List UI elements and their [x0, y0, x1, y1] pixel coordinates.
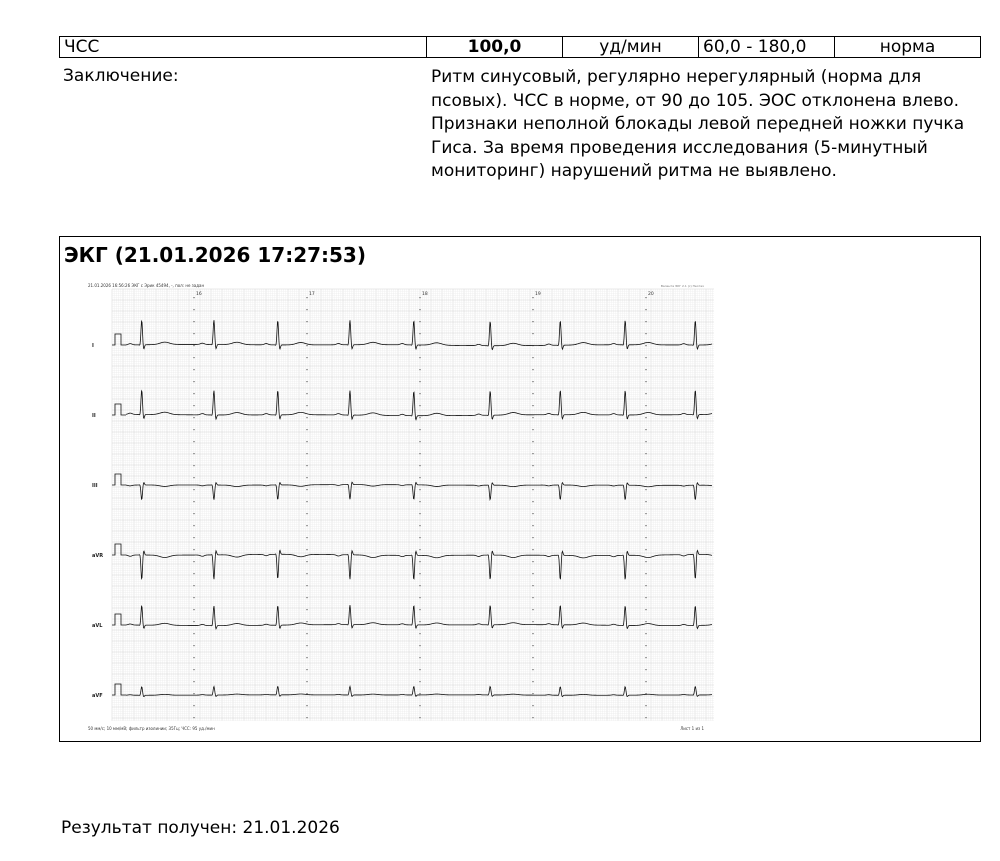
second-mark-dot [532, 321, 533, 322]
second-mark-dot [645, 645, 646, 646]
conclusion-label: Заключение: [63, 66, 179, 86]
second-mark-dot [193, 477, 194, 478]
second-mark-dot [306, 477, 307, 478]
second-mark-dot [419, 393, 420, 394]
second-mark-dot [645, 681, 646, 682]
second-mark-dot [419, 621, 420, 622]
lead-label: III [92, 483, 98, 489]
second-mark-dot [419, 537, 420, 538]
second-mark-dot [419, 573, 420, 574]
second-mark-dot [419, 429, 420, 430]
result-line [61, 818, 340, 838]
second-mark-dot [306, 585, 307, 586]
second-mark-dot [645, 429, 646, 430]
second-mark-label: 17 [309, 292, 315, 297]
second-mark-dot [532, 513, 533, 514]
second-mark-dot [193, 501, 194, 502]
second-mark-dot [193, 381, 194, 382]
ecg-footer-left: 50 мм/с; 10 мм/мВ; фильтр изолинии; 35Гц; ЧСС: 95 уд./мин [88, 726, 215, 731]
second-mark-dot [419, 561, 420, 562]
second-mark-dot [419, 405, 420, 406]
second-mark-dot [532, 333, 533, 334]
second-mark-dot [306, 537, 307, 538]
ecg-header-right: Валента ЭКГ 2.1 (c) Неотех [660, 284, 704, 288]
second-mark-dot [532, 705, 533, 706]
second-mark-dot [306, 597, 307, 598]
second-mark-dot [419, 333, 420, 334]
second-mark-dot [645, 369, 646, 370]
second-mark-dot [532, 633, 533, 634]
second-mark-dot [532, 297, 533, 298]
second-mark-dot [306, 609, 307, 610]
second-mark-dot [532, 657, 533, 658]
second-mark-dot [419, 585, 420, 586]
parameter-unit: уд/мин [563, 37, 699, 58]
second-mark-dot [306, 549, 307, 550]
second-mark-dot [645, 669, 646, 670]
second-mark-dot [193, 705, 194, 706]
second-mark-dot [193, 513, 194, 514]
second-mark-dot [532, 369, 533, 370]
second-mark-dot [645, 633, 646, 634]
second-mark-dot [419, 705, 420, 706]
second-mark-dot [306, 561, 307, 562]
second-mark-dot [306, 333, 307, 334]
second-mark-dot [645, 489, 646, 490]
second-mark-dot [419, 381, 420, 382]
second-mark-dot [419, 321, 420, 322]
second-mark-dot [645, 705, 646, 706]
ecg-header-left: 21.01.2026 16:56:26 ЭКГ с Эрик 45494, -, пол: не задан [88, 283, 205, 288]
second-mark-dot [532, 609, 533, 610]
second-mark-dot [645, 549, 646, 550]
second-mark-dot [532, 525, 533, 526]
second-mark-dot [645, 513, 646, 514]
second-mark-dot [419, 297, 420, 298]
second-mark-dot [419, 693, 420, 694]
second-mark-dot [645, 525, 646, 526]
second-mark-dot [645, 561, 646, 562]
second-mark-dot [532, 645, 533, 646]
second-mark-dot [645, 381, 646, 382]
second-mark-dot [306, 441, 307, 442]
second-mark-dot [193, 561, 194, 562]
second-mark-dot [645, 453, 646, 454]
second-mark-dot [306, 621, 307, 622]
second-mark-dot [306, 525, 307, 526]
second-mark-dot [193, 429, 194, 430]
status-cell: норма [835, 37, 981, 58]
ecg-panel [59, 236, 981, 742]
second-mark-dot [306, 309, 307, 310]
second-mark-dot [193, 489, 194, 490]
second-mark-dot [193, 633, 194, 634]
second-mark-label: 19 [535, 292, 541, 297]
second-mark-dot [419, 417, 420, 418]
second-mark-label: 18 [422, 292, 428, 297]
second-mark-dot [419, 513, 420, 514]
second-mark-dot [419, 441, 420, 442]
second-mark-dot [193, 297, 194, 298]
second-mark-dot [193, 549, 194, 550]
second-mark-dot [193, 645, 194, 646]
second-mark-dot [419, 453, 420, 454]
second-mark-dot [532, 417, 533, 418]
second-mark-dot [306, 429, 307, 430]
second-mark-dot [645, 333, 646, 334]
second-mark-dot [306, 465, 307, 466]
second-mark-dot [193, 345, 194, 346]
second-mark-dot [419, 717, 420, 718]
lead-label: aVL [92, 623, 103, 629]
second-mark-dot [532, 477, 533, 478]
second-mark-dot [532, 501, 533, 502]
second-mark-dot [306, 633, 307, 634]
second-mark-dot [419, 549, 420, 550]
second-mark-dot [419, 477, 420, 478]
second-mark-dot [532, 357, 533, 358]
second-mark-dot [532, 693, 533, 694]
second-mark-dot [193, 597, 194, 598]
second-mark-dot [306, 645, 307, 646]
second-mark-dot [645, 357, 646, 358]
second-mark-dot [645, 621, 646, 622]
second-mark-dot [306, 369, 307, 370]
second-mark-dot [193, 369, 194, 370]
ecg-tracing [86, 281, 722, 733]
second-mark-dot [306, 669, 307, 670]
second-mark-dot [306, 513, 307, 514]
second-mark-dot [645, 501, 646, 502]
second-mark-dot [532, 393, 533, 394]
second-mark-dot [532, 549, 533, 550]
second-mark-dot [306, 693, 307, 694]
ecg-footer-right: Лист 1 из 1 [680, 726, 704, 731]
second-mark-dot [645, 597, 646, 598]
parameter-value: 100,0 [427, 37, 563, 58]
second-mark-dot [532, 573, 533, 574]
result-date: 21.01.2026 [242, 818, 340, 838]
second-mark-dot [645, 393, 646, 394]
second-mark-dot [193, 357, 194, 358]
second-mark-dot [193, 453, 194, 454]
second-mark-dot [306, 393, 307, 394]
second-mark-dot [193, 609, 194, 610]
lead-label: II [92, 413, 96, 419]
second-mark-dot [532, 381, 533, 382]
second-mark-dot [532, 597, 533, 598]
reference-range: 60,0 - 180,0 [699, 37, 835, 58]
second-mark-dot [193, 537, 194, 538]
second-mark-dot [193, 393, 194, 394]
parameter-name: ЧСС [60, 37, 427, 58]
second-mark-dot [306, 453, 307, 454]
second-mark-dot [193, 657, 194, 658]
second-mark-dot [532, 561, 533, 562]
second-mark-dot [645, 573, 646, 574]
second-mark-dot [193, 405, 194, 406]
second-mark-dot [193, 717, 194, 718]
second-mark-dot [419, 633, 420, 634]
second-mark-dot [193, 573, 194, 574]
second-mark-dot [193, 681, 194, 682]
second-mark-dot [645, 405, 646, 406]
second-mark-dot [306, 357, 307, 358]
second-mark-dot [532, 453, 533, 454]
second-mark-dot [645, 321, 646, 322]
second-mark-dot [193, 525, 194, 526]
second-mark-dot [306, 717, 307, 718]
second-mark-dot [645, 297, 646, 298]
lead-label: aVR [92, 553, 104, 559]
second-mark-dot [645, 537, 646, 538]
second-mark-dot [532, 621, 533, 622]
lead-label: aVF [92, 693, 103, 699]
second-mark-dot [419, 309, 420, 310]
second-mark-dot [419, 501, 420, 502]
second-mark-dot [306, 489, 307, 490]
second-mark-dot [645, 657, 646, 658]
second-mark-dot [306, 681, 307, 682]
result-label: Результат получен: [61, 818, 238, 838]
second-mark-dot [419, 597, 420, 598]
second-mark-dot [306, 705, 307, 706]
second-mark-dot [419, 657, 420, 658]
second-mark-dot [645, 465, 646, 466]
second-mark-dot [193, 669, 194, 670]
second-mark-dot [645, 477, 646, 478]
conclusion-text: Ритм синусовый, регулярно нерегулярный (норма для псовых). ЧСС в норме, от 90 до 105. ЭОС отклонена влево. Признаки неполной блокады левой передней ножки пучка Гиса. За время проведения исследования (5-минутный мониторинг) нарушений ритма не выявлено. [431, 67, 965, 181]
second-mark-dot [645, 717, 646, 718]
second-mark-dot [419, 369, 420, 370]
second-mark-dot [193, 693, 194, 694]
second-mark-dot [419, 465, 420, 466]
second-mark-dot [645, 609, 646, 610]
second-mark-dot [193, 309, 194, 310]
second-mark-dot [193, 441, 194, 442]
second-mark-dot [419, 681, 420, 682]
second-mark-dot [532, 309, 533, 310]
second-mark-dot [193, 333, 194, 334]
second-mark-dot [419, 669, 420, 670]
lead-label: I [92, 343, 94, 349]
second-mark-dot [532, 489, 533, 490]
heart-rate-row [60, 37, 981, 58]
second-mark-dot [532, 537, 533, 538]
second-mark-dot [306, 405, 307, 406]
second-mark-dot [419, 525, 420, 526]
second-mark-dot [306, 657, 307, 658]
second-mark-dot [306, 297, 307, 298]
second-mark-dot [306, 381, 307, 382]
second-mark-dot [419, 489, 420, 490]
second-mark-dot [306, 417, 307, 418]
second-mark-dot [193, 321, 194, 322]
second-mark-label: 16 [196, 292, 202, 297]
second-mark-dot [306, 321, 307, 322]
ecg-sheet [86, 281, 722, 733]
ecg-title: ЭКГ (21.01.2026 17:27:53) [64, 243, 366, 267]
second-mark-dot [193, 465, 194, 466]
second-mark-dot [645, 417, 646, 418]
second-mark-dot [306, 573, 307, 574]
second-mark-dot [193, 585, 194, 586]
second-mark-dot [532, 681, 533, 682]
second-mark-dot [419, 609, 420, 610]
second-mark-dot [532, 441, 533, 442]
second-mark-label: 20 [648, 292, 654, 297]
second-mark-dot [532, 669, 533, 670]
second-mark-dot [532, 465, 533, 466]
second-mark-dot [419, 357, 420, 358]
second-mark-dot [532, 405, 533, 406]
second-mark-dot [419, 645, 420, 646]
second-mark-dot [645, 309, 646, 310]
second-mark-dot [645, 441, 646, 442]
heart-rate-table [59, 36, 981, 58]
second-mark-dot [532, 717, 533, 718]
second-mark-dot [193, 417, 194, 418]
second-mark-dot [532, 585, 533, 586]
second-mark-dot [193, 621, 194, 622]
second-mark-dot [306, 345, 307, 346]
second-mark-dot [532, 429, 533, 430]
second-mark-dot [306, 501, 307, 502]
second-mark-dot [645, 585, 646, 586]
second-mark-dot [645, 345, 646, 346]
